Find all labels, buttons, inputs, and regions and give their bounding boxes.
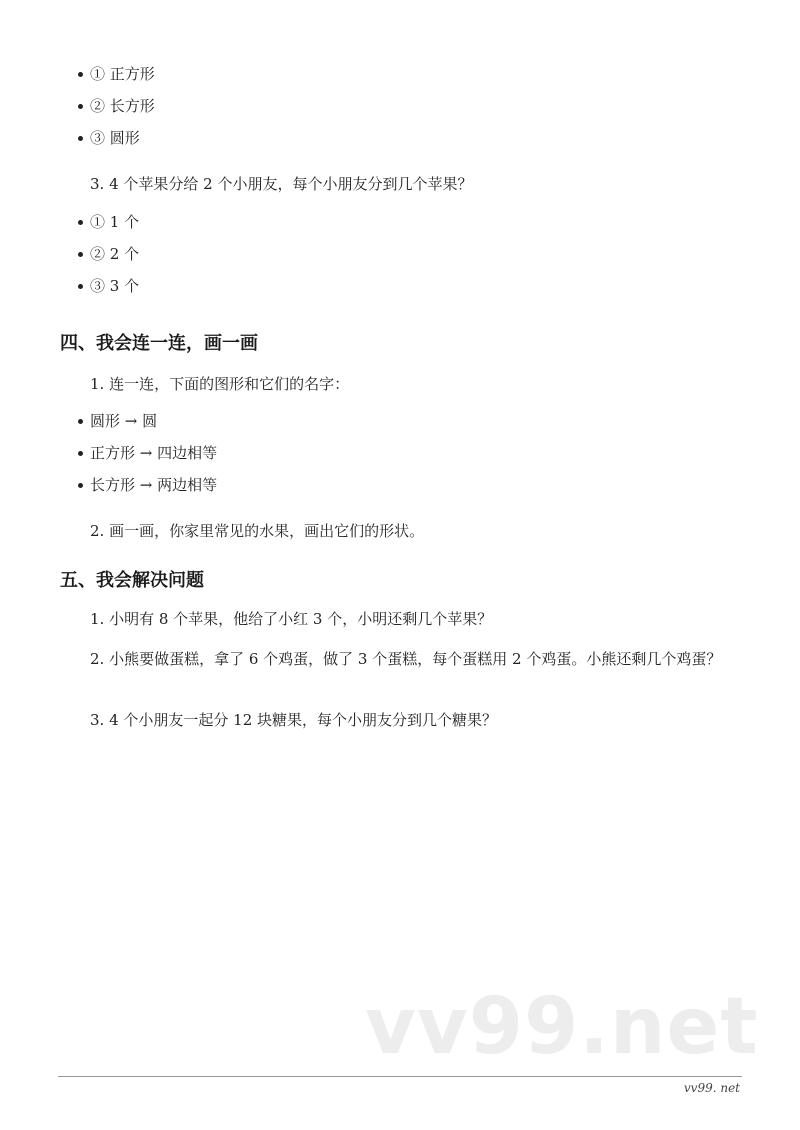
matching-pairs-list: [78, 411, 217, 507]
matching-pair-2: 正方形 → 四边相等: [78, 443, 217, 463]
q3-text: 3. 4 个苹果分给 2 个小朋友，每个小朋友分到几个苹果？: [90, 175, 473, 193]
section-5-q2: 2. 小熊要做蛋糕，拿了 6 个鸡蛋，做了 3 个蛋糕，每个蛋糕用 2 个鸡蛋。小熊还剩几个鸡蛋？: [90, 650, 722, 668]
section-4-q1: 1. 连一连，下面的图形和它们的名字：: [90, 375, 350, 393]
q2-options-list: [78, 64, 155, 160]
section-5-q3: 3. 4 个小朋友一起分 12 块糖果，每个小朋友分到几个糖果？: [90, 711, 498, 729]
section-4-q2: 2. 画一画，你家里常见的水果，画出它们的形状。: [90, 522, 425, 540]
q3-options-list: [78, 212, 139, 308]
q2-option-1: ① 正方形: [78, 64, 155, 84]
section-5-q1: 1. 小明有 8 个苹果，他给了小红 3 个，小明还剩几个苹果？: [90, 610, 493, 628]
footer-divider: [58, 1076, 742, 1077]
q3-option-2: ② 2 个: [78, 244, 139, 264]
matching-pair-1: 圆形 → 圆: [78, 411, 217, 431]
q3-option-1: ① 1 个: [78, 212, 139, 232]
q2-option-3: ③ 圆形: [78, 128, 155, 148]
section-5-heading: 五、我会解决问题: [60, 570, 204, 591]
matching-pair-3: 长方形 → 两边相等: [78, 475, 217, 495]
q2-option-2: ② 长方形: [78, 96, 155, 116]
footer-site-label: vv99. net: [683, 1081, 740, 1095]
q3-option-3: ③ 3 个: [78, 276, 139, 296]
section-4-heading: 四、我会连一连，画一画: [60, 333, 258, 354]
watermark: vv99.net: [365, 982, 759, 1072]
